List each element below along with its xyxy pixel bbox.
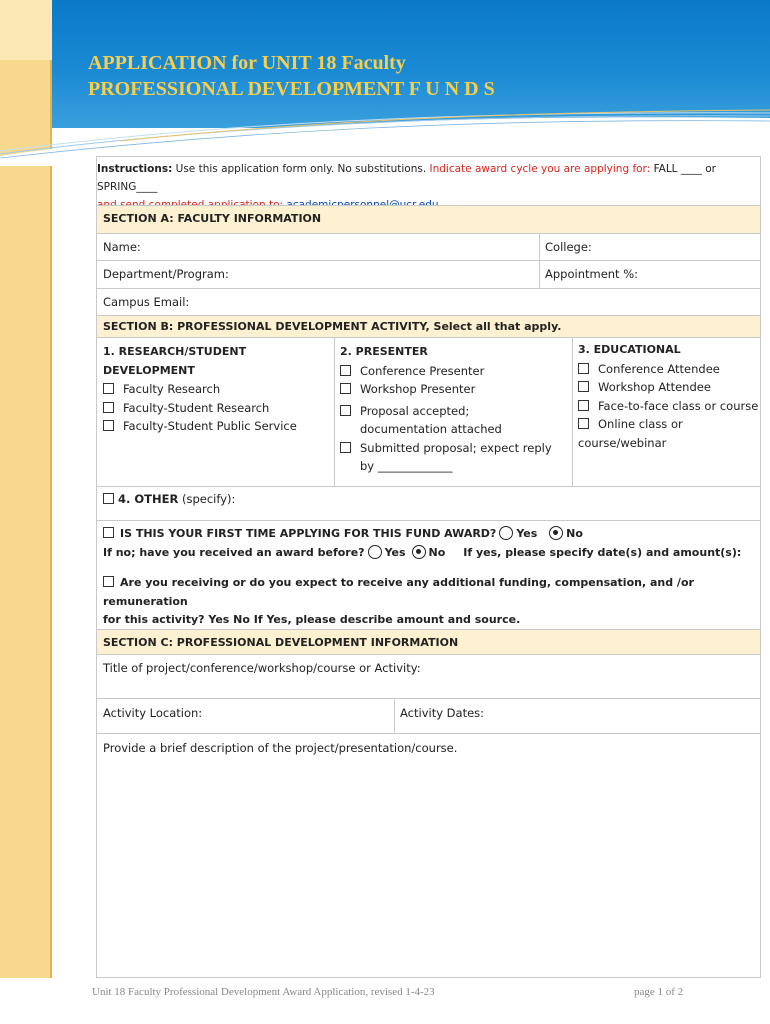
name-label: Name:	[103, 240, 141, 254]
option-label: Proposal accepted;	[360, 403, 470, 418]
research-heading: 1. RESEARCH/STUDENT DEVELOPMENT	[103, 345, 247, 377]
other-row	[97, 486, 760, 520]
option-label: Workshop Attendee	[598, 380, 711, 394]
activity-dates-label: Activity Dates:	[400, 706, 485, 720]
application-form	[96, 156, 761, 978]
checkbox-icon[interactable]	[103, 527, 114, 538]
radio-prev-no[interactable]	[412, 545, 426, 559]
activity-location-field[interactable]	[97, 699, 394, 733]
radio-prev-yes[interactable]	[368, 545, 382, 559]
educational-column	[572, 338, 760, 486]
option-label-cont: documentation attached	[360, 422, 502, 436]
educational-heading: 3. EDUCATIONAL	[578, 343, 681, 356]
campus-email-row	[97, 288, 760, 315]
checkbox-icon[interactable]	[340, 365, 351, 376]
option-label: Online class or	[598, 417, 683, 431]
yes-label: Yes	[516, 527, 538, 540]
funding-row	[97, 566, 760, 626]
other-specify: (specify):	[178, 492, 236, 506]
activity-columns	[97, 337, 760, 486]
previous-award-detail: If yes, please specify date(s) and amount(s):	[463, 546, 742, 559]
checkbox-icon[interactable]	[103, 493, 114, 504]
checkbox-other[interactable]	[97, 487, 760, 520]
option-label: Faculty-Student Public Service	[123, 419, 297, 433]
checkbox-conference-presenter[interactable]	[340, 362, 566, 381]
campus-email-label: Campus Email:	[103, 295, 190, 309]
checkbox-faculty-research[interactable]	[103, 380, 328, 399]
checkbox-conference-attendee[interactable]	[578, 360, 754, 379]
option-label: Faculty Research	[123, 382, 221, 396]
option-label: Submitted proposal; expect reply	[360, 440, 552, 455]
department-row	[97, 260, 760, 288]
radio-first-yes[interactable]	[499, 526, 513, 540]
name-field[interactable]	[97, 234, 539, 260]
no-label: No	[566, 527, 583, 540]
name-row	[97, 233, 760, 260]
description-field[interactable]	[97, 734, 760, 978]
radio-first-no[interactable]	[549, 526, 563, 540]
location-row	[97, 698, 760, 733]
checkbox-icon[interactable]	[340, 405, 351, 416]
footer-text: Unit 18 Faculty Professional Development Award Application, revised 1-4-23	[92, 986, 435, 998]
checkbox-proposal-accepted[interactable]	[340, 402, 566, 421]
page-number: page 1 of 2	[634, 986, 684, 998]
title-line-1: APPLICATION for UNIT 18 Faculty	[88, 52, 406, 74]
checkbox-public-service[interactable]	[103, 417, 328, 436]
checkbox-online-class[interactable]	[578, 415, 754, 434]
section-a-header	[97, 205, 760, 233]
checkbox-icon[interactable]	[578, 418, 589, 429]
checkbox-icon[interactable]	[103, 402, 114, 413]
option-label: Workshop Presenter	[360, 382, 476, 396]
activity-dates-field[interactable]	[394, 699, 760, 733]
checkbox-faculty-student-research[interactable]	[103, 399, 328, 418]
other-label: 4. OTHER	[118, 492, 179, 506]
sidebar-cap	[0, 0, 52, 60]
description-row	[97, 733, 760, 978]
department-field[interactable]	[97, 261, 539, 288]
checkbox-submitted-proposal[interactable]	[340, 439, 566, 458]
section-b-header	[97, 315, 760, 337]
appointment-label: Appointment %:	[545, 267, 639, 281]
award-cycle-text: Indicate award cycle you are applying for:	[429, 163, 654, 175]
section-c-header	[97, 629, 760, 654]
option-label: Conference Presenter	[360, 363, 485, 378]
instructions-label: Instructions:	[97, 163, 173, 175]
checkbox-icon[interactable]	[578, 363, 589, 374]
checkbox-workshop-presenter[interactable]	[340, 380, 566, 399]
checkbox-workshop-attendee[interactable]	[578, 378, 754, 397]
no-label: No	[428, 546, 446, 559]
option-label: Face-to-face class or course	[598, 398, 759, 413]
option-label-cont: course/webinar	[578, 435, 667, 450]
funding-question: Are you receiving or do you expect to receive any additional funding, compensation, and /or remuneration	[103, 576, 694, 608]
checkbox-icon[interactable]	[340, 442, 351, 453]
instructions-text: Use this application form only. No substitutions.	[172, 163, 430, 175]
project-title-field[interactable]	[97, 655, 760, 698]
checkbox-icon[interactable]	[103, 383, 114, 394]
checkbox-icon[interactable]	[103, 420, 114, 431]
college-field[interactable]	[539, 234, 760, 260]
checkbox-icon[interactable]	[578, 400, 589, 411]
checkbox-icon[interactable]	[340, 383, 351, 394]
section-c-title: SECTION C: PROFESSIONAL DEVELOPMENT INFORMATION	[103, 636, 459, 649]
research-column	[97, 338, 334, 486]
previous-award-question: If no; have you received an award before?	[103, 546, 365, 559]
page-title	[88, 50, 495, 102]
checkbox-icon[interactable]	[103, 576, 114, 587]
section-b-title: SECTION B: PROFESSIONAL DEVELOPMENT ACTIVITY, Select all that apply.	[103, 320, 562, 333]
checkbox-icon[interactable]	[578, 381, 589, 392]
award-cycle-options[interactable]: FALL ____ or SPRING____	[97, 163, 716, 193]
project-title-label: Title of project/conference/workshop/course or Activity:	[103, 661, 421, 675]
appointment-field[interactable]	[539, 261, 760, 288]
checkbox-face-to-face[interactable]	[578, 397, 759, 416]
reply-by-field[interactable]: by _____________	[360, 459, 453, 473]
section-a-title: SECTION A: FACULTY INFORMATION	[103, 212, 322, 225]
project-title-row	[97, 654, 760, 698]
campus-email-field[interactable]	[97, 289, 760, 315]
department-label: Department/Program:	[103, 267, 229, 281]
presenter-heading: 2. PRESENTER	[340, 345, 428, 358]
college-label: College:	[545, 240, 592, 254]
activity-location-label: Activity Location:	[103, 706, 203, 720]
yes-label: Yes	[384, 546, 406, 559]
presenter-column	[334, 338, 572, 486]
funding-question-cont: for this activity? Yes No If Yes, please describe amount and source.	[103, 613, 521, 626]
instructions	[97, 157, 760, 205]
option-label: Faculty-Student Research	[123, 400, 270, 415]
title-line-2: PROFESSIONAL DEVELOPMENT F U N D S	[88, 78, 495, 100]
first-time-question: IS THIS YOUR FIRST TIME APPLYING FOR THIS FUND AWARD?	[120, 527, 497, 540]
option-label: Conference Attendee	[598, 361, 720, 376]
description-label: Provide a brief description of the project/presentation/course.	[103, 741, 458, 755]
